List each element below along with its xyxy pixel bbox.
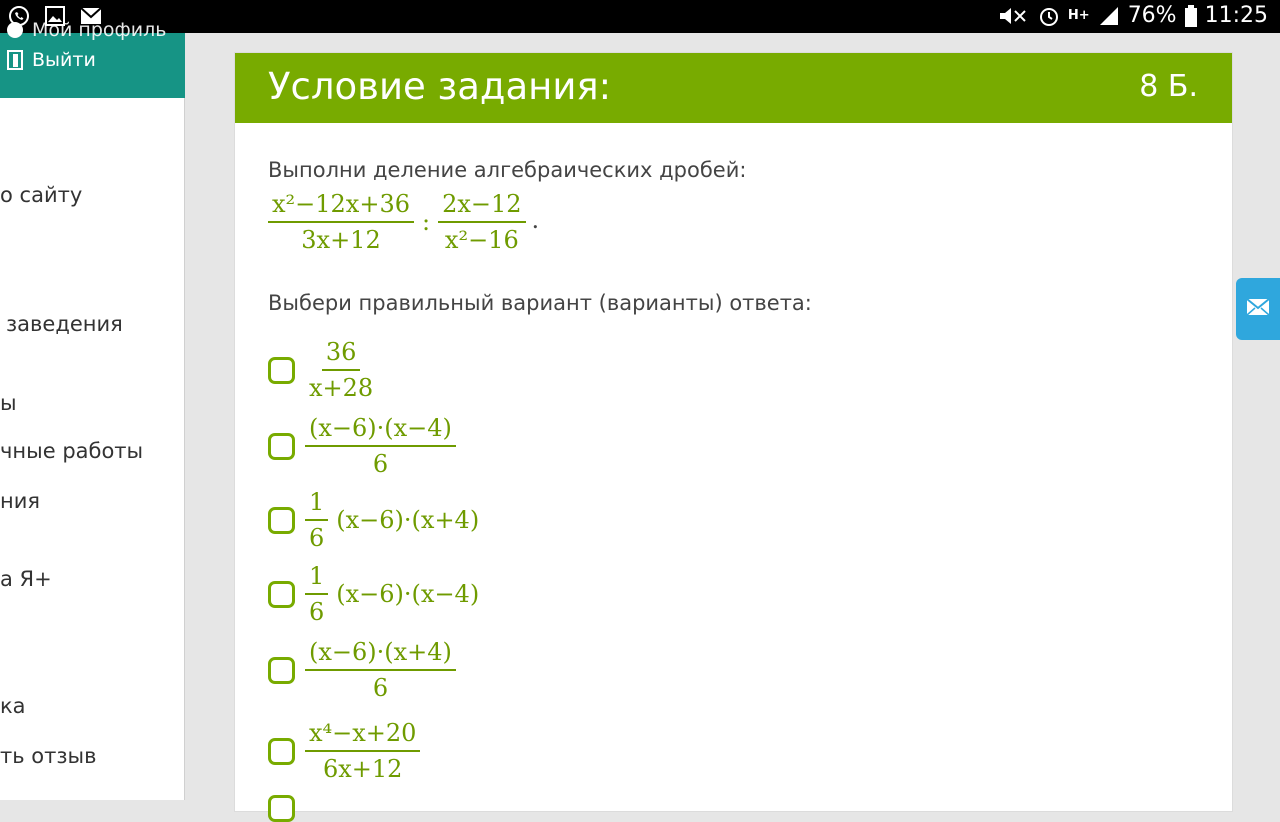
expression-end: . [531, 206, 540, 234]
task-expression [268, 188, 539, 256]
choose-prompt: Выбери правильный вариант (варианты) ответа: [268, 291, 812, 315]
sidebar-item-help[interactable]: ка [0, 694, 26, 718]
sidebar-logout-link[interactable] [6, 49, 96, 71]
option-numerator: 1 [305, 560, 328, 595]
task-card [234, 52, 1233, 812]
alarm-icon [1038, 5, 1060, 27]
right-numerator: 2x−12 [438, 188, 525, 223]
left-numerator: x²−12x+36 [268, 188, 414, 223]
answer-option-partial[interactable] [268, 795, 305, 822]
task-points: 8 Б. [1139, 69, 1198, 104]
answer-checkbox[interactable] [268, 581, 295, 608]
task-title: Условие задания: [268, 65, 612, 108]
option-factor: (x−6)·(x−4) [336, 580, 480, 608]
option-fraction [305, 486, 328, 554]
sidebar-header [0, 19, 185, 98]
option-numerator: (x−6)·(x+4) [305, 636, 456, 671]
answer-option[interactable] [268, 486, 479, 554]
signal-icon [1098, 5, 1120, 27]
sidebar-item-about[interactable]: о сайту [0, 183, 83, 207]
option-numerator: 36 [322, 336, 361, 371]
option-fraction [305, 560, 328, 628]
answer-checkbox[interactable] [268, 738, 295, 765]
status-bar [0, 0, 1280, 33]
right-fraction [438, 188, 525, 256]
sidebar [0, 19, 185, 800]
answer-checkbox[interactable] [268, 357, 295, 384]
option-denominator: 6 [309, 524, 325, 552]
logout-icon [6, 51, 24, 69]
answer-checkbox[interactable] [268, 657, 295, 684]
sidebar-item-plus[interactable]: а Я+ [0, 567, 52, 591]
answer-checkbox[interactable] [268, 433, 295, 460]
option-denominator: 6 [372, 674, 389, 702]
sidebar-item-institutions[interactable]: заведения [6, 312, 123, 336]
sidebar-profile-link[interactable] [6, 19, 166, 41]
task-header [235, 53, 1232, 123]
answer-checkbox[interactable] [268, 795, 295, 822]
option-denominator: x+28 [309, 374, 374, 402]
option-denominator: 6x+12 [323, 755, 403, 783]
option-numerator: 1 [305, 486, 328, 521]
left-fraction [268, 188, 414, 256]
battery-icon [1185, 5, 1197, 27]
sidebar-item-tasks[interactable]: ния [0, 489, 41, 513]
battery-percent: 76% [1127, 3, 1177, 28]
sidebar-item-works[interactable]: чные работы [0, 439, 144, 463]
envelope-icon [1246, 298, 1270, 320]
clock: 11:25 [1204, 3, 1268, 28]
network-type-label: H+ [1067, 8, 1090, 23]
option-fraction [305, 717, 420, 785]
left-denominator: 3x+12 [301, 226, 381, 254]
mute-icon [998, 5, 1030, 27]
option-numerator: (x−6)·(x−4) [305, 412, 456, 447]
option-fraction [305, 636, 456, 704]
sidebar-item-feedback[interactable]: ть отзыв [0, 744, 97, 768]
answer-option[interactable] [268, 636, 456, 704]
answer-option[interactable] [268, 560, 479, 628]
sidebar-profile-label: Мой профиль [32, 19, 167, 41]
answer-checkbox[interactable] [268, 507, 295, 534]
profile-icon [6, 21, 24, 39]
task-instruction: Выполни деление алгебраических дробей: [268, 158, 747, 182]
option-fraction [305, 336, 377, 404]
feedback-mail-button[interactable] [1236, 278, 1280, 340]
answer-option[interactable] [268, 717, 420, 785]
answer-option[interactable] [268, 336, 377, 404]
option-numerator: x⁴−x+20 [305, 717, 420, 752]
sidebar-item-tests[interactable]: ы [0, 391, 17, 415]
option-fraction [305, 412, 456, 480]
option-factor: (x−6)·(x+4) [336, 506, 480, 534]
option-denominator: 6 [372, 450, 389, 478]
right-denominator: x²−16 [444, 226, 519, 254]
answer-option[interactable] [268, 412, 456, 480]
sidebar-logout-label: Выйти [32, 49, 96, 71]
option-denominator: 6 [309, 598, 325, 626]
division-operator: : [422, 208, 431, 236]
